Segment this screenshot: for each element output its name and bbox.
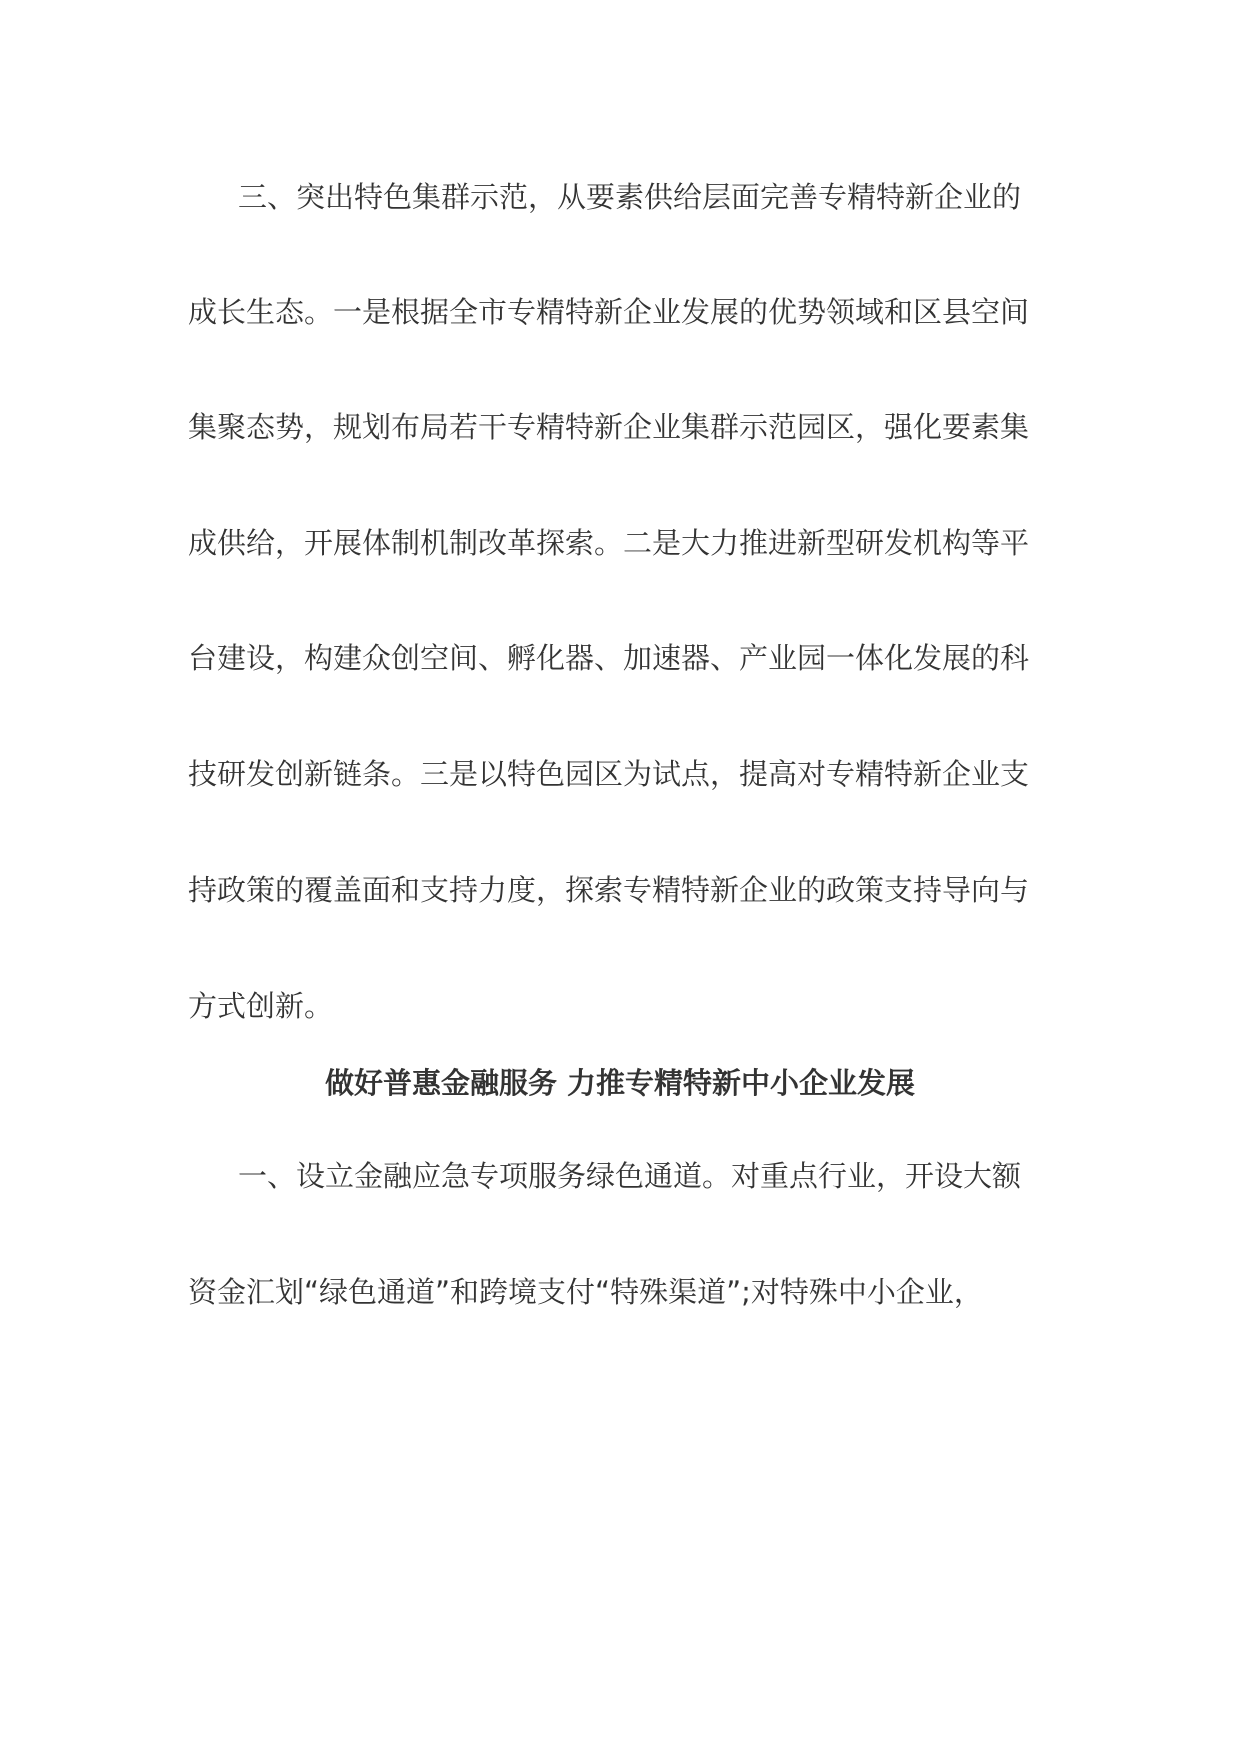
paragraph-line: 一、设立金融应急专项服务绿色通道。对重点行业，开设大额: [238, 1159, 1022, 1193]
paragraph-line: 成供给，开展体制机制改革探索。二是大力推进新型研发机构等平: [188, 526, 1030, 560]
paragraph-line: 成长生态。一是根据全市专精特新企业发展的优势领域和区县空间: [188, 295, 1030, 329]
paragraph-line: 三、突出特色集群示范，从要素供给层面完善专精特新企业的: [238, 180, 1022, 214]
paragraph-line: 方式创新。: [188, 989, 334, 1023]
paragraph-line: 集聚态势，规划布局若干专精特新企业集群示范园区，强化要素集: [188, 410, 1030, 444]
paragraph-line: 持政策的覆盖面和支持力度，探索专精特新企业的政策支持导向与: [188, 873, 1030, 907]
paragraph-line: 台建设，构建众创空间、孵化器、加速器、产业园一体化发展的科: [188, 641, 1030, 675]
paragraph-line: 技研发创新链条。三是以特色园区为试点，提高对专精特新企业支: [188, 757, 1030, 791]
section-heading: 做好普惠金融服务 力推专精特新中小企业发展: [324, 1066, 916, 1100]
paragraph-line: 资金汇划“绿色通道”和跨境支付“特殊渠道”;对特殊中小企业，: [188, 1275, 983, 1309]
